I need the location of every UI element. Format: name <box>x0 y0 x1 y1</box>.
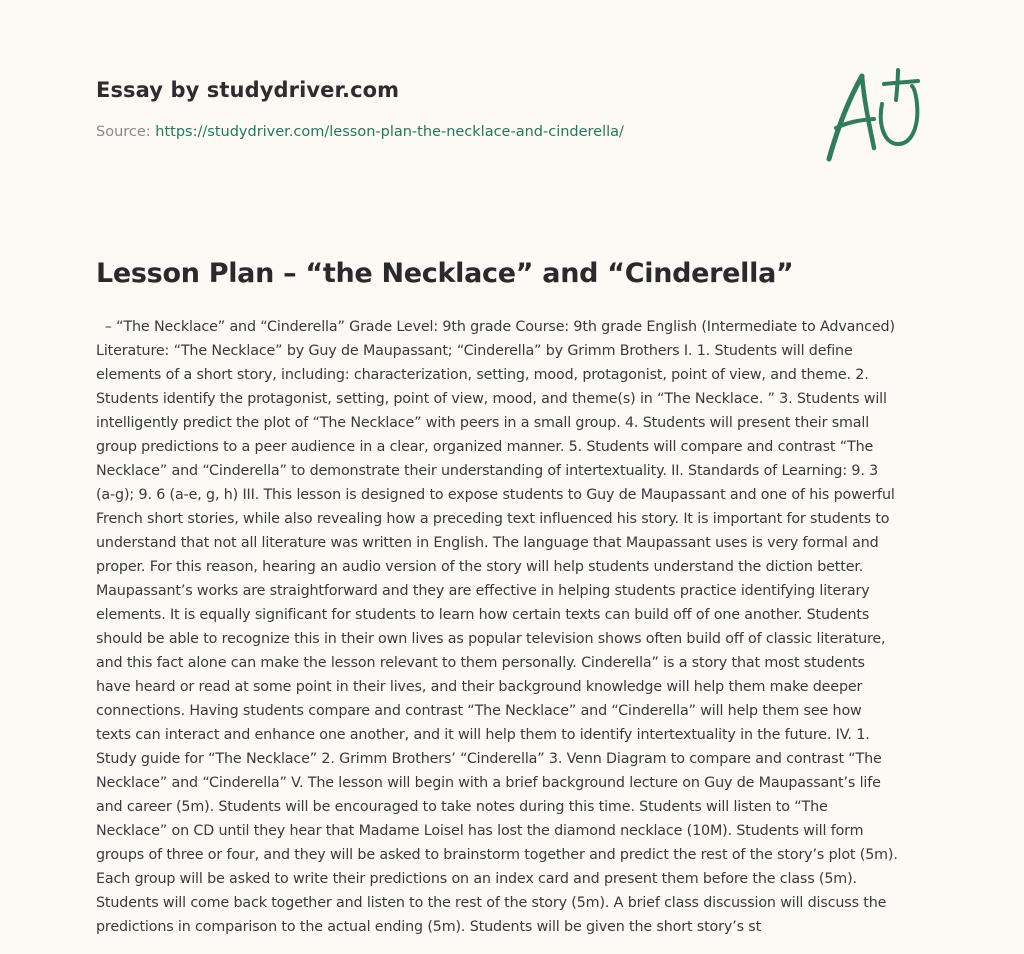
essay-line: elements. It is equally significant for students to learn how certain texts can build off of one another. Students <box>96 607 870 623</box>
essay-line: elements of a short story, including: characterization, setting, mood, protagonist, point of view, and theme. 2. <box>96 367 869 383</box>
essay-line: predictions in comparison to the actual ending (5m). Students will be given the short story’s st <box>96 919 762 935</box>
essay-line: should be able to recognize this in their own lives as popular television shows often build off of classic literature, <box>96 631 886 647</box>
essay-line: Each group will be asked to write their predictions on an index card and present them before the class (5m). <box>96 871 857 887</box>
a-plus-logo-icon <box>822 64 928 164</box>
essay-line: and career (5m). Students will be encouraged to take notes during this time. Students will listen to “The <box>96 799 828 815</box>
source-link[interactable]: https://studydriver.com/lesson-plan-the-necklace-and-cinderella/ <box>155 124 624 140</box>
essay-line: Literature: “The Necklace” by Guy de Maupassant; “Cinderella” by Grimm Brothers I. 1. Students will define <box>96 343 853 359</box>
essay-line: group predictions to a peer audience in a clear, organized manner. 5. Students will compare and contrast “The <box>96 439 874 455</box>
essay-line: understand that not all literature was written in English. The language that Maupassant uses is very formal and <box>96 535 879 551</box>
essay-line: Students identify the protagonist, setting, point of view, mood, and theme(s) in “The Necklace. ” 3. Students will <box>96 391 887 407</box>
essay-line: Necklace” on CD until they hear that Madame Loisel has lost the diamond necklace (10M). Students will form <box>96 823 864 839</box>
essay-line: intelligently predict the plot of “The Necklace” with peers in a small group. 4. Students will present their small <box>96 415 870 431</box>
essay-line: groups of three or four, and they will be asked to brainstorm together and predict the rest of the story’s plot (5m). <box>96 847 898 863</box>
document-title: Lesson Plan – “the Necklace” and “Cinderella” <box>96 258 794 289</box>
source-label: Source: <box>96 124 156 140</box>
essay-line: Necklace” and “Cinderella” V. The lesson will begin with a brief background lecture on Guy de Maupassant’s life <box>96 775 881 791</box>
essay-line: and this fact alone can make the lesson relevant to them personally. Cinderella” is a story that most students <box>96 655 865 671</box>
essay-line: Maupassant’s works are straightforward and they are effective in helping students practice identifying literary <box>96 583 870 599</box>
site-title: Essay by studydriver.com <box>96 78 400 102</box>
essay-line: proper. For this reason, hearing an audio version of the story will help students understand the diction better. <box>96 559 864 575</box>
essay-line: (a-g); 9. 6 (a-e, g, h) III. This lesson is designed to expose students to Guy de Maupassant and one of his powerful <box>96 487 895 503</box>
essay-line: connections. Having students compare and contrast “The Necklace” and “Cinderella” will help them see how <box>96 703 862 719</box>
site-header <box>96 76 796 142</box>
essay-line: texts can interact and enhance one another, and it will help them to identify intertextuality in the future. IV. 1. <box>96 727 870 743</box>
essay-line: Study guide for “The Necklace” 2. Grimm Brothers’ “Cinderella” 3. Venn Diagram to compare and contrast “The <box>96 751 882 767</box>
essay-line: have heard or read at some point in their lives, and their background knowledge will help them make deeper <box>96 679 863 695</box>
essay-body <box>96 315 932 939</box>
essay-line: French short stories, while also revealing how a preceding text influenced his story. It is important for students to <box>96 511 890 527</box>
essay-line: – “The Necklace” and “Cinderella” Grade Level: 9th grade Course: 9th grade English (Intermediate to Advanced) <box>96 319 895 335</box>
essay-line: Necklace” and “Cinderella” to demonstrate their understanding of intertextuality. II. Standards of Learning: 9. 3 <box>96 463 879 479</box>
essay-line: Students will come back together and listen to the rest of the story (5m). A brief class discussion will discuss the <box>96 895 887 911</box>
source-line <box>96 122 796 142</box>
